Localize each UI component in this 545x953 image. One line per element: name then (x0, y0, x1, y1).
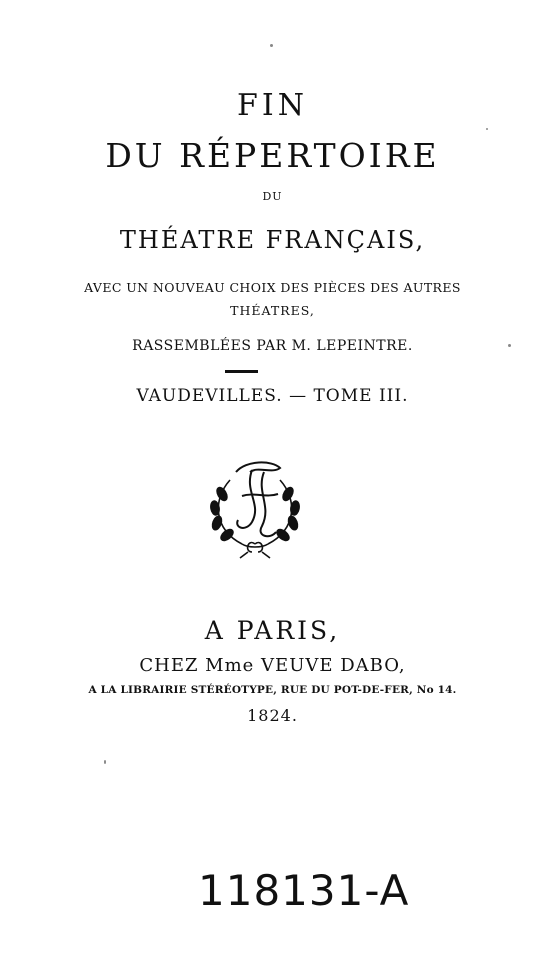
title-fin: FIN (237, 88, 308, 123)
paper-speck (508, 344, 511, 347)
volume-line: VAUDEVILLES. — TOME III. (136, 386, 409, 406)
shelfmark-stamp: 118131-A (198, 866, 410, 915)
subtitle-line-1: AVEC UN NOUVEAU CHOIX DES PIÈCES DES AUTRES (84, 280, 461, 295)
paper-speck (104, 760, 106, 764)
subtitle-line-2: THÉATRES, (230, 303, 315, 318)
paper-speck (270, 44, 273, 47)
title-theatre-francais: THÉATRE FRANÇAIS, (119, 226, 426, 254)
paper-speck (486, 128, 488, 130)
laurel-monogram-icon (200, 452, 310, 560)
imprint-address: A LA LIBRAIRIE STÉRÉOTYPE, RUE DU POT-DE-FER, No 14. (88, 684, 457, 696)
title-du: DU (262, 190, 283, 203)
compiled-by-line: RASSEMBLÉES PAR M. LEPEINTRE. (132, 338, 413, 354)
imprint-publisher: CHEZ Mme VEUVE DABO, (139, 655, 406, 676)
title-du-repertoire: DU RÉPERTOIRE (105, 136, 440, 175)
monogram-letters (236, 462, 280, 536)
imprint-city: A PARIS, (204, 616, 341, 645)
laurel-wreath (210, 480, 300, 558)
title-divider (225, 370, 258, 373)
imprint-year: 1824. (247, 706, 298, 725)
